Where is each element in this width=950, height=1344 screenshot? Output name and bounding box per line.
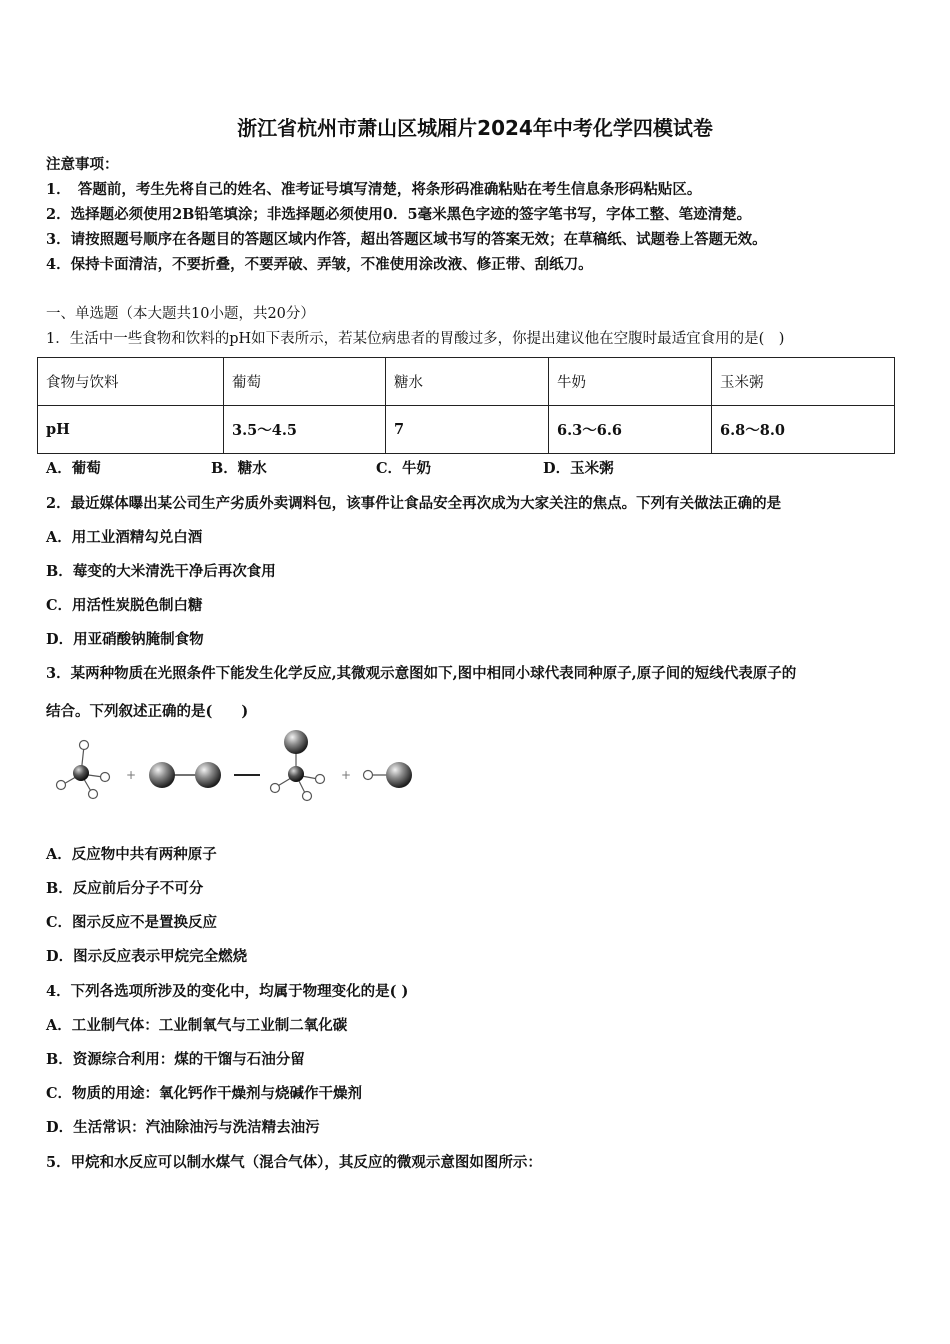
question-5-stem: 5．甲烷和水反应可以制水煤气（混合气体），其反应的微观示意图如图所示：	[46, 1154, 542, 1171]
table-row	[38, 358, 895, 406]
table-cell: 食物与饮料	[38, 358, 224, 406]
product-molecule	[271, 730, 325, 801]
option-d: D．图示反应表示甲烷完全燃烧	[46, 948, 248, 965]
option-a: A．工业制气体：工业制氧气与工业制二氧化碳	[46, 1017, 348, 1034]
option-c: C．物质的用途：氧化钙作干燥剂与烧碱作干燥剂	[46, 1085, 363, 1102]
table-cell: 6.3～6.6	[549, 406, 712, 454]
question-3-stem-line-1: 3．某两种物质在光照条件下能发生化学反应,其微观示意图如下,图中相同小球代表同种原子,原子间的短线代表原子的	[46, 665, 797, 682]
option-b: B．糖水	[211, 460, 267, 477]
table-cell: 6.8～8.0	[712, 406, 895, 454]
hydrogen-chloride-molecule	[364, 762, 413, 788]
option-c: C．图示反应不是置换反应	[46, 914, 218, 931]
option-b: B．资源综合利用：煤的干馏与石油分留	[46, 1051, 305, 1068]
table-row	[38, 406, 895, 454]
table-cell: 7	[386, 406, 549, 454]
page-title: 浙江省杭州市萧山区城厢片2024年中考化学四模试卷	[237, 116, 713, 140]
reaction-diagram	[48, 727, 420, 809]
plus-sign: +	[126, 768, 137, 782]
question-3-stem-line-2: 结合。下列叙述正确的是( )	[46, 703, 249, 720]
notice-item-4: 4．保持卡面清洁，不要折叠，不要弄破、弄皱，不准使用涂改液、修正带、刮纸刀。	[46, 256, 593, 273]
option-b: B．莓变的大米清洗干净后再次食用	[46, 563, 276, 580]
question-4-stem: 4．下列各选项所涉及的变化中，均属于物理变化的是( )	[46, 983, 409, 1000]
option-a: A．葡萄	[46, 460, 101, 477]
table-cell: pH	[38, 406, 224, 454]
plus-sign: +	[341, 768, 352, 782]
option-c: C．牛奶	[376, 460, 432, 477]
diatomic-molecule	[149, 762, 221, 788]
option-d: D．玉米粥	[543, 460, 614, 477]
question-1-stem: 1．生活中一些食物和饮料的pH如下表所示，若某位病患者的胃酸过多，你提出建议他在空腹时最适宜食用的是( )	[46, 331, 785, 347]
option-a: A．用工业酒精勾兑白酒	[46, 529, 203, 546]
table-cell: 葡萄	[224, 358, 386, 406]
question-2-stem: 2．最近媒体曝出某公司生产劣质外卖调料包，该事件让食品安全再次成为大家关注的焦点。下列有关做法正确的是	[46, 495, 782, 512]
option-d: D．用亚硝酸钠腌制食物	[46, 631, 204, 648]
notice-item-3: 3．请按照题号顺序在各题目的答题区域内作答，超出答题区域书写的答案无效；在草稿纸、试题卷上答题无效。	[46, 231, 767, 248]
option-a: A．反应物中共有两种原子	[46, 846, 217, 863]
table-cell: 牛奶	[549, 358, 712, 406]
table-cell: 3.5～4.5	[224, 406, 386, 454]
ph-table	[37, 357, 895, 454]
notice-item-2: 2．选择题必须使用2B铅笔填涂；非选择题必须使用0．5毫米黑色字迹的签字笔书写，字体工整、笔迹清楚。	[46, 206, 752, 223]
option-b: B．反应前后分子不可分	[46, 880, 204, 897]
methane-molecule	[57, 741, 110, 799]
table-cell: 玉米粥	[712, 358, 895, 406]
option-c: C．用活性炭脱色制白糖	[46, 597, 203, 614]
notice-heading: 注意事项：	[46, 156, 119, 173]
section-heading: 一、单选题（本大题共10小题，共20分）	[46, 306, 315, 322]
option-d: D．生活常识：汽油除油污与洗洁精去油污	[46, 1119, 320, 1136]
table-cell: 糖水	[386, 358, 549, 406]
notice-item-1: 1． 答题前，考生先将自己的姓名、准考证号填写清楚，将条形码准确粘贴在考生信息条形码粘贴区。	[46, 181, 702, 198]
